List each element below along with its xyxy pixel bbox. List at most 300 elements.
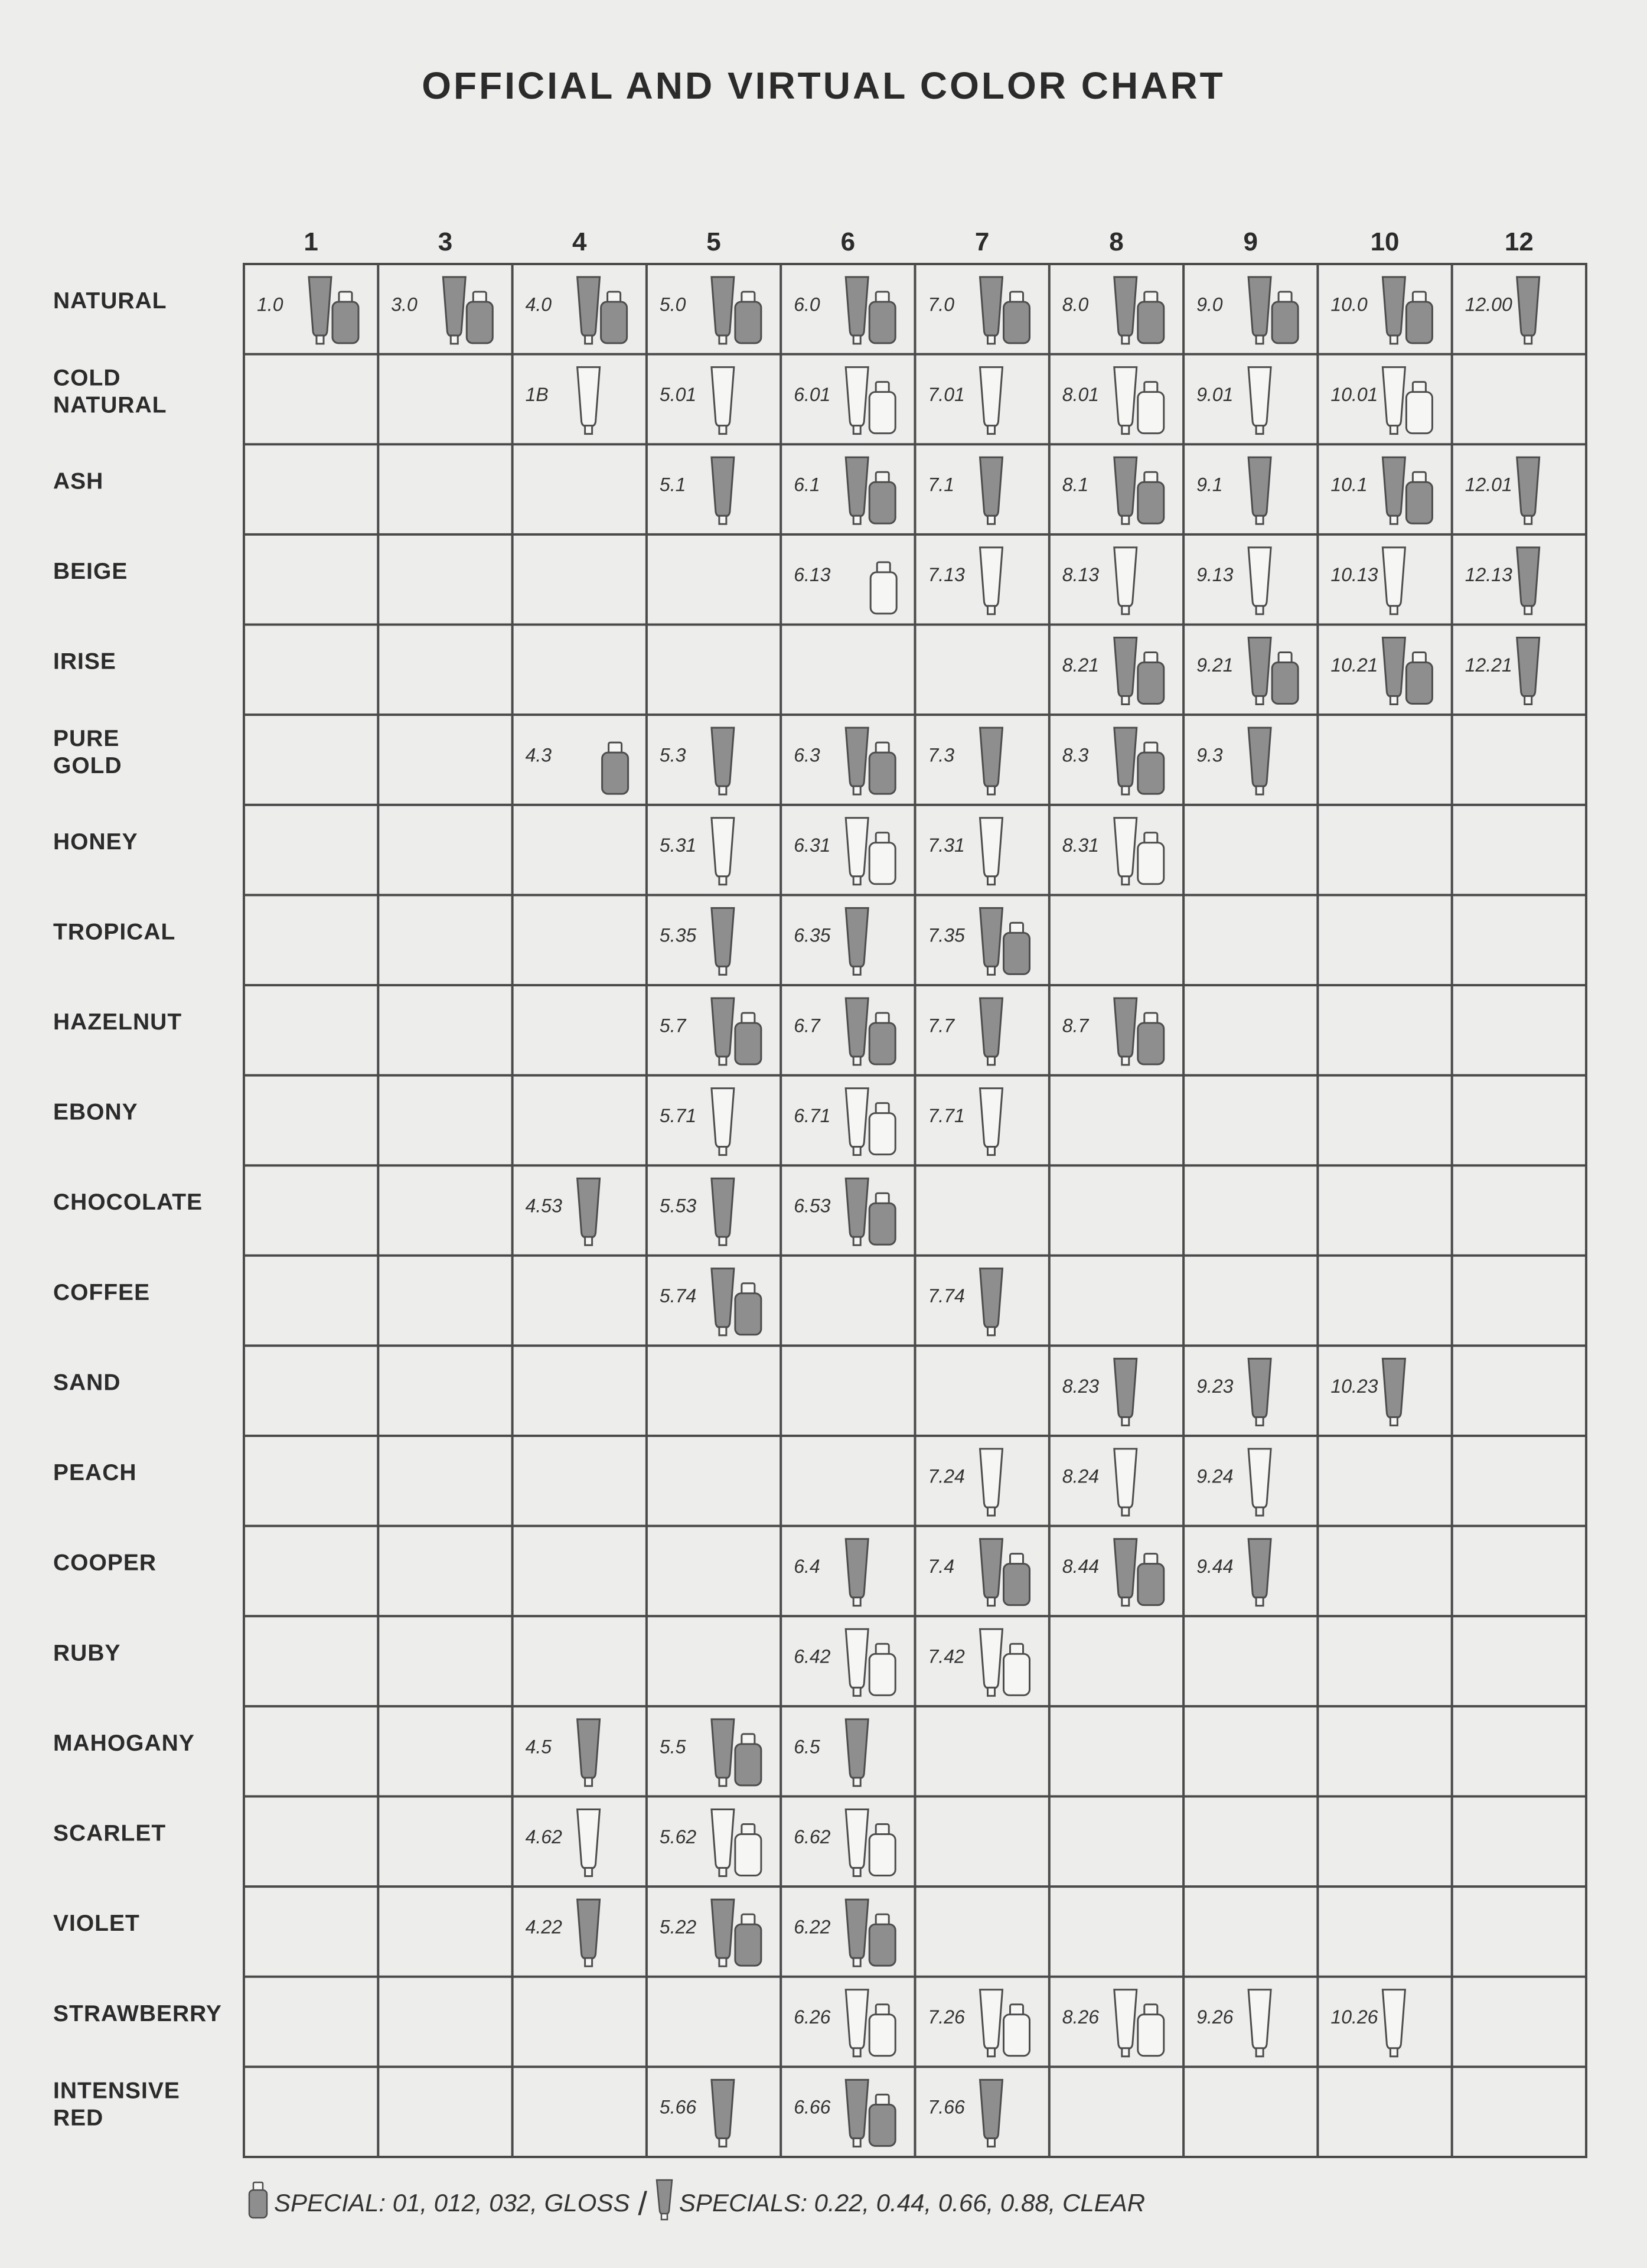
bottle-icon [1004, 292, 1030, 343]
shade-code: 9.44 [1196, 1556, 1234, 1578]
tube-icon [1382, 1990, 1405, 2057]
shade-code: 5.31 [659, 835, 697, 856]
bottle-icon [1406, 382, 1432, 434]
color-cell [1196, 277, 1298, 344]
color-cell [1062, 277, 1164, 344]
color-cell [1196, 1990, 1271, 2057]
row-label [53, 2078, 180, 2130]
tube-icon [578, 1899, 600, 1966]
color-cell [928, 1990, 1030, 2057]
row-label-text: MAHOGANY [53, 1730, 195, 1756]
row-label [53, 559, 128, 584]
row-label [53, 1280, 150, 1305]
color-cell [1196, 637, 1298, 704]
shade-code: 5.22 [659, 1916, 697, 1938]
color-cell [1465, 637, 1540, 704]
tube-icon [1248, 548, 1271, 614]
tube-icon [712, 1178, 734, 1245]
tube-icon [1382, 367, 1405, 434]
bottle-icon [869, 1914, 895, 1966]
color-cell [660, 1178, 734, 1245]
bottle-icon [1138, 833, 1164, 884]
color-cell [660, 1269, 761, 1335]
bottle-icon [735, 1734, 761, 1785]
legend-separator: / [638, 2184, 647, 2222]
tube-icon [712, 1089, 734, 1155]
shade-code: 6.1 [794, 474, 820, 496]
color-cell [794, 1629, 895, 1696]
color-cell [794, 1178, 895, 1245]
color-cell [391, 277, 493, 344]
color-cell [794, 1899, 895, 1966]
tube-icon [980, 908, 1003, 975]
tube-icon [1114, 728, 1137, 794]
shade-code: 6.53 [794, 1195, 831, 1217]
row-label-text: IRISE [53, 649, 116, 674]
color-cell [928, 367, 1003, 434]
color-cell [928, 818, 1003, 885]
bottle-icon [1004, 1644, 1030, 1695]
tube-icon [980, 1539, 1003, 1606]
tube-icon [1114, 1358, 1137, 1425]
bottle-icon [1272, 292, 1298, 343]
legend-bottle-label: SPECIAL: 01, 012, 032, GLOSS [274, 2189, 630, 2217]
tube-icon [1248, 1358, 1271, 1425]
color-cell [1330, 457, 1432, 524]
shade-code: 5.62 [659, 1826, 697, 1847]
column-header-10: 10 [1370, 227, 1400, 256]
chart-title: OFFICIAL AND VIRTUAL COLOR CHART [422, 64, 1225, 107]
color-cell [660, 277, 761, 344]
tube-icon [1114, 457, 1137, 524]
bottle-icon [1138, 1013, 1164, 1064]
shade-code: 12.13 [1465, 564, 1512, 586]
tube-icon [712, 1899, 734, 1966]
color-cell [526, 367, 600, 434]
bottle-icon [735, 292, 761, 343]
shade-code: 7.42 [928, 1645, 965, 1667]
bottle-icon [248, 2181, 268, 2225]
bottle-icon [869, 833, 895, 884]
color-cell [660, 998, 761, 1065]
shade-code: 5.53 [659, 1195, 697, 1217]
shade-code: 1B [525, 383, 549, 405]
legend-tube-label: SPECIALS: 0.22, 0.44, 0.66, 0.88, CLEAR [679, 2189, 1146, 2217]
tube-icon [1248, 637, 1271, 704]
color-cell [660, 367, 734, 434]
bottle-icon [869, 1013, 895, 1064]
shade-code: 7.26 [928, 2006, 965, 2028]
color-cell [526, 1899, 600, 1966]
legend [248, 2179, 1145, 2227]
row-label [53, 1731, 195, 1756]
bottle-icon [869, 1824, 895, 1876]
row-label-text: PEACH [53, 1460, 137, 1486]
tube-icon [980, 1990, 1003, 2057]
tube-icon [1248, 367, 1271, 434]
shade-code: 3.0 [391, 294, 418, 315]
column-header-9: 9 [1243, 227, 1258, 256]
shade-code: 9.24 [1196, 1465, 1234, 1487]
color-cell [1465, 548, 1540, 614]
tube-icon [846, 728, 868, 794]
tube-icon [578, 367, 600, 434]
bottle-icon [1138, 382, 1164, 434]
tube-icon [980, 728, 1003, 794]
color-cell [794, 1539, 868, 1606]
tube-icon [1248, 728, 1271, 794]
color-cell [928, 1539, 1030, 1606]
shade-code: 7.13 [928, 564, 965, 586]
shade-code: 6.7 [794, 1015, 820, 1037]
tube-icon [712, 818, 734, 885]
color-cell [794, 367, 895, 434]
tube-icon [1382, 637, 1405, 704]
tube-icon [846, 998, 868, 1065]
tube-icon [1382, 1358, 1405, 1425]
tube-icon [1114, 277, 1137, 344]
tube-icon [846, 277, 868, 344]
shade-code: 7.31 [928, 835, 965, 856]
color-cell [1196, 1358, 1271, 1425]
color-cell [1062, 1449, 1137, 1516]
tube-icon [980, 277, 1003, 344]
tube-icon [712, 1810, 734, 1876]
color-cell [928, 998, 1003, 1065]
color-cell [794, 457, 895, 524]
tube-icon [980, 457, 1003, 524]
tube-icon [712, 1269, 734, 1335]
tube-icon [846, 1719, 868, 1786]
bottle-icon [1138, 2005, 1164, 2056]
shade-code: 5.71 [659, 1104, 697, 1126]
shade-code: 6.42 [794, 1645, 831, 1667]
bottle-icon [1138, 292, 1164, 343]
tube-icon [443, 277, 465, 344]
color-cell [660, 2080, 734, 2146]
tube-icon [1114, 367, 1137, 434]
shade-code: 8.26 [1062, 2006, 1100, 2028]
color-cell [794, 908, 868, 975]
shade-code: 7.3 [928, 744, 954, 766]
shade-code: 6.01 [794, 383, 831, 405]
row-label-text: STRAWBERRY [53, 2000, 222, 2026]
tube-icon [712, 457, 734, 524]
color-cell [1062, 367, 1164, 434]
bottle-icon [735, 1013, 761, 1064]
shade-code: 5.5 [659, 1736, 686, 1758]
shade-code: 9.23 [1196, 1375, 1234, 1397]
shade-code: 10.26 [1330, 2006, 1378, 2028]
color-cell [794, 1810, 895, 1876]
bottle-icon [1406, 292, 1432, 343]
color-cell [928, 1269, 1003, 1335]
tube-icon [1517, 637, 1540, 704]
bottle-icon [869, 2094, 895, 2146]
shade-code: 10.0 [1330, 294, 1368, 315]
color-cell [794, 728, 895, 794]
tube-icon [980, 1449, 1003, 1516]
tube-icon [1517, 457, 1540, 524]
tube-icon [846, 1899, 868, 1966]
shade-code: 10.21 [1330, 654, 1378, 676]
color-cell [1465, 277, 1540, 344]
tube-icon [1382, 277, 1405, 344]
tube-icon [846, 457, 868, 524]
shade-code: 6.5 [794, 1736, 820, 1758]
shade-code: 4.3 [525, 744, 552, 766]
row-label [53, 2001, 222, 2026]
bottle-icon [735, 1824, 761, 1876]
row-label-text: VIOLET [53, 1911, 140, 1937]
tube-icon [846, 1810, 868, 1876]
row-label [53, 1370, 121, 1395]
shade-code: 8.01 [1062, 383, 1100, 405]
shade-code: 5.1 [659, 474, 686, 496]
shade-code: 5.35 [659, 924, 697, 946]
color-cell [1062, 1990, 1164, 2057]
column-header-1: 1 [304, 227, 318, 256]
tube-icon [846, 818, 868, 885]
row-label [53, 919, 175, 944]
bottle-icon [1004, 923, 1030, 974]
tube-icon [846, 1178, 868, 1245]
color-cell [660, 1810, 761, 1876]
row-label-text: BEIGE [53, 558, 128, 584]
tube-icon [1114, 998, 1137, 1065]
bottle-icon [735, 1914, 761, 1966]
tube-icon [1382, 457, 1405, 524]
row-label [53, 829, 138, 855]
row-label [53, 726, 122, 778]
tube-icon [712, 367, 734, 434]
shade-code: 4.0 [525, 294, 552, 315]
column-header-12: 12 [1504, 227, 1534, 256]
shade-code: 4.53 [525, 1195, 562, 1217]
row-label [53, 649, 116, 674]
color-cell [660, 728, 734, 794]
color-cell [928, 277, 1030, 344]
color-cell [794, 277, 895, 344]
shade-code: 6.13 [794, 564, 831, 586]
color-cell [928, 1089, 1003, 1155]
bottle-icon [869, 2005, 895, 2056]
row-label-text: COLD NATURAL [53, 365, 167, 418]
tube-icon [1248, 1990, 1271, 2057]
shade-code: 7.01 [928, 383, 965, 405]
shade-code: 6.62 [794, 1826, 831, 1847]
shade-code: 9.3 [1196, 744, 1223, 766]
shade-code: 9.13 [1196, 564, 1234, 586]
shade-code: 8.1 [1062, 474, 1089, 496]
color-cell [794, 1719, 868, 1786]
color-cell [1196, 367, 1271, 434]
color-cell [526, 277, 627, 344]
shade-code: 1.0 [257, 294, 283, 315]
tube-icon [846, 367, 868, 434]
bottle-icon [870, 562, 896, 614]
color-cell [928, 548, 1003, 614]
shade-code: 10.23 [1330, 1375, 1378, 1397]
bottle-icon [1272, 652, 1298, 703]
row-label-text: TROPICAL [53, 919, 176, 945]
tube-icon [578, 1178, 600, 1245]
color-cell [1330, 637, 1432, 704]
color-cell [660, 1089, 734, 1155]
tube-icon [712, 1719, 734, 1786]
bottle-icon [1138, 1554, 1164, 1605]
bottle-icon [869, 472, 895, 523]
shade-code: 9.1 [1196, 474, 1223, 496]
tube-icon [1114, 1990, 1137, 2057]
tube-icon [846, 1089, 868, 1155]
shade-code: 8.3 [1062, 744, 1089, 766]
color-cell [794, 998, 895, 1065]
row-label-text: HONEY [53, 829, 138, 855]
tube-icon [1248, 277, 1271, 344]
bottle-icon [1004, 2005, 1030, 2056]
row-label-text: COOPER [53, 1550, 157, 1576]
tube-icon [578, 1810, 600, 1876]
shade-code: 8.7 [1062, 1015, 1089, 1037]
row-label-text: ASH [53, 468, 104, 494]
shade-code: 5.66 [659, 2096, 697, 2118]
column-header-5: 5 [706, 227, 721, 256]
tube-icon [309, 277, 331, 344]
tube-icon [846, 1990, 868, 2057]
color-cell [928, 457, 1003, 524]
shade-code: 5.7 [659, 1015, 686, 1037]
bottle-icon [467, 292, 493, 343]
row-label [53, 1009, 182, 1035]
color-cell [794, 1089, 895, 1155]
tube-icon [846, 908, 868, 975]
shade-code: 7.74 [928, 1285, 965, 1307]
color-cell [1465, 457, 1540, 524]
shade-code: 9.01 [1196, 383, 1234, 405]
shade-code: 6.71 [794, 1104, 831, 1126]
color-cell [1330, 367, 1432, 434]
shade-code: 5.3 [659, 744, 686, 766]
color-cell [660, 818, 734, 885]
tube-icon [980, 1269, 1003, 1335]
color-cell [1062, 1539, 1164, 1606]
row-label-text: SCARLET [53, 1820, 167, 1846]
shade-code: 8.13 [1062, 564, 1100, 586]
shade-code: 10.01 [1330, 383, 1378, 405]
color-cell [526, 1719, 600, 1786]
row-label-text: CHOCOLATE [53, 1190, 203, 1216]
row-label [53, 288, 167, 314]
color-cell [1196, 1449, 1271, 1516]
shade-code: 7.4 [928, 1556, 954, 1578]
shade-code: 6.0 [794, 294, 820, 315]
color-cell [1062, 818, 1164, 885]
shade-code: 5.74 [659, 1285, 697, 1307]
row-label [53, 468, 103, 494]
tube-icon [1114, 818, 1137, 885]
shade-code: 9.0 [1196, 294, 1223, 315]
tube-icon [712, 2080, 734, 2146]
color-cell [1330, 548, 1405, 614]
row-label [53, 1821, 166, 1846]
shade-code: 10.1 [1330, 474, 1368, 496]
bottle-icon [869, 742, 895, 794]
tube-icon [1114, 637, 1137, 704]
color-cell [928, 1629, 1030, 1696]
bottle-icon [869, 382, 895, 434]
row-label-text: INTENSIVE RED [53, 2078, 180, 2131]
color-cell [1196, 457, 1271, 524]
shade-code: 6.35 [794, 924, 831, 946]
tube-icon [980, 2080, 1003, 2146]
tube-icon [1114, 1539, 1137, 1606]
shade-code: 8.24 [1062, 1465, 1100, 1487]
color-cell [928, 908, 1030, 975]
color-cell [794, 818, 895, 885]
tube-icon [846, 1629, 868, 1696]
color-cell [928, 728, 1003, 794]
row-label [53, 1911, 140, 1936]
shade-code: 8.21 [1062, 654, 1100, 676]
color-cell [1062, 548, 1137, 614]
tube-icon [1114, 1449, 1137, 1516]
shade-code: 8.44 [1062, 1556, 1100, 1578]
color-cell [928, 1449, 1003, 1516]
color-cell [1330, 1358, 1405, 1425]
shade-code: 7.71 [928, 1104, 965, 1126]
shade-code: 7.24 [928, 1465, 965, 1487]
bottle-icon [735, 1283, 761, 1335]
shade-code: 12.21 [1465, 654, 1512, 676]
bottle-icon [869, 292, 895, 343]
bottle-icon [332, 292, 358, 343]
shade-code: 4.62 [525, 1826, 562, 1847]
color-cell [928, 2080, 1003, 2146]
color-cell [1062, 1358, 1137, 1425]
tube-icon [712, 908, 734, 975]
tube-icon [1114, 548, 1137, 614]
tube-icon [980, 1629, 1003, 1696]
shade-code: 5.0 [659, 294, 686, 315]
tube-icon [1248, 1449, 1271, 1516]
tube-icon [1517, 548, 1540, 614]
shade-code: 5.01 [659, 383, 697, 405]
tube-icon [578, 1719, 600, 1786]
shade-code: 4.5 [525, 1736, 552, 1758]
color-cell [794, 562, 896, 614]
shade-code: 6.66 [794, 2096, 831, 2118]
color-cell [660, 908, 734, 975]
tube-icon [1382, 548, 1405, 614]
column-header-7: 7 [974, 227, 990, 256]
shade-code: 8.23 [1062, 1375, 1100, 1397]
color-cell [660, 1719, 761, 1786]
row-label [53, 1550, 156, 1576]
tube-icon [1248, 1539, 1271, 1606]
shade-code: 7.1 [928, 474, 954, 496]
shade-code: 10.13 [1330, 564, 1378, 586]
row-label [53, 1190, 203, 1215]
column-header-6: 6 [840, 227, 856, 256]
bottle-icon [869, 1103, 895, 1155]
color-cell [257, 277, 358, 344]
shade-code: 6.4 [794, 1556, 820, 1578]
color-cell [1330, 277, 1432, 344]
shade-code: 8.31 [1062, 835, 1100, 856]
bottle-icon [602, 742, 628, 794]
bottle-icon [1406, 472, 1432, 523]
